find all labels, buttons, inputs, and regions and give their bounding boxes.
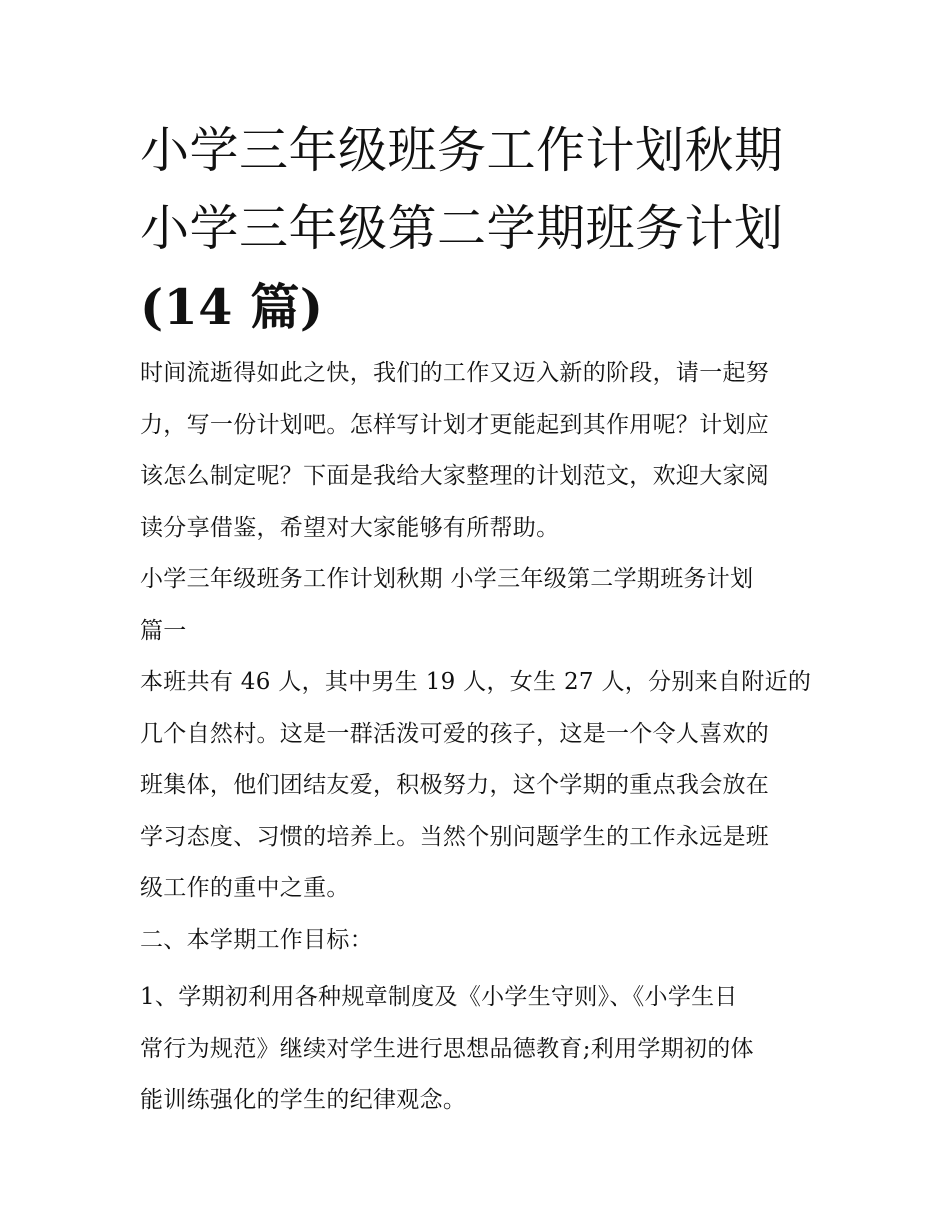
class-overview-line: 本班共有 46 人，其中男生 19 人，女生 27 人，分别来自附近的	[140, 669, 812, 695]
intro-paragraph	[140, 348, 815, 554]
goal-line: 常行为规范》继续对学生进行思想品德教育;利用学期初的体	[140, 1035, 754, 1062]
title-line: 小学三年级班务工作计划秋期	[140, 122, 784, 179]
class-overview-paragraph	[140, 657, 815, 915]
document-body	[140, 112, 815, 1127]
title-line: 小学三年级第二学期班务计划	[140, 200, 784, 257]
intro-line: 力，写一份计划吧。怎样写计划才更能起到其作用呢？计划应	[140, 411, 770, 438]
goals-heading: 二、本学期工作目标：	[140, 926, 373, 953]
goal-line: 1、学期初利用各种规章制度及《小学生守则》、《小学生日	[140, 984, 738, 1010]
section-heading-line: 篇一	[140, 617, 187, 644]
document-title	[140, 112, 815, 346]
goal-line: 能训练强化的学生的纪律观念。	[140, 1087, 467, 1113]
title-count: (14 篇)	[140, 278, 324, 336]
section-heading	[140, 554, 815, 657]
class-overview-line: 级工作的重中之重。	[140, 875, 350, 901]
intro-line: 该怎么制定呢？下面是我给大家整理的计划范文，欢迎大家阅	[140, 463, 770, 489]
section-heading-line: 小学三年级班务工作计划秋期 小学三年级第二学期班务计划	[140, 566, 754, 592]
goal-item-1	[140, 972, 815, 1127]
intro-line: 读分享借鉴，希望对大家能够有所帮助。	[140, 514, 560, 541]
intro-line: 时间流逝得如此之快，我们的工作又迈入新的阶段，请一起努	[140, 360, 770, 386]
class-overview-line: 学习态度、习惯的培养上。当然个别问题学生的工作永远是班	[140, 823, 770, 850]
class-overview-line: 几个自然村。这是一群活泼可爱的孩子，这是一个令人喜欢的	[140, 720, 770, 747]
class-overview-line: 班集体，他们团结友爱，积极努力，这个学期的重点我会放在	[140, 772, 770, 798]
